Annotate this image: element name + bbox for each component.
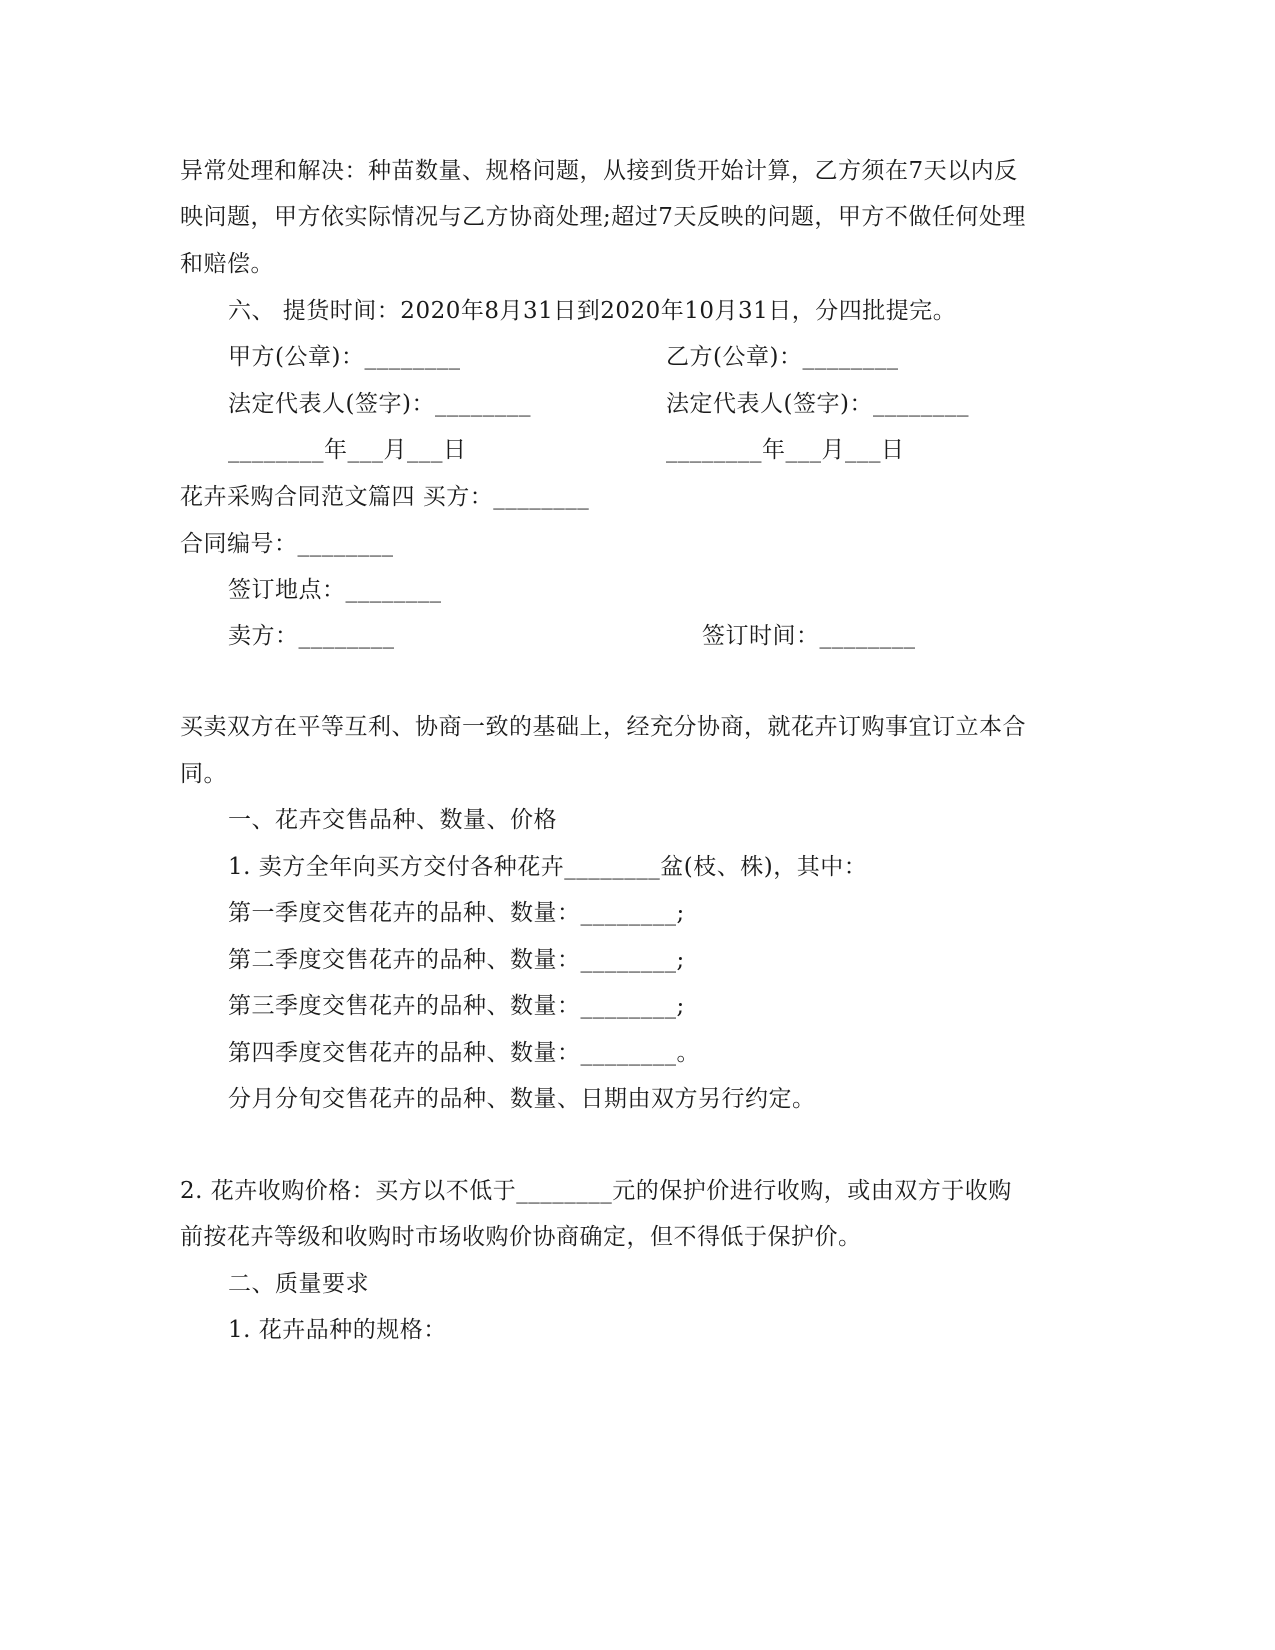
party-a-date-field: ________年___月___日	[228, 437, 467, 463]
intro-text-line-2: 同。	[180, 761, 227, 787]
exception-text-line-1: 异常处理和解决：种苗数量、规格问题，从接到货开始计算，乙方须在7天以内反	[180, 158, 1018, 184]
seller-field: 卖方：________	[228, 623, 395, 649]
item-1-text: 1. 卖方全年向买方交付各种花卉________盆(枝、株)，其中：	[228, 854, 868, 880]
quarter-4-field: 第四季度交售花卉的品种、数量：________。	[228, 1040, 700, 1066]
party-a-rep-field: 法定代表人(签字)：________	[228, 391, 531, 417]
quarter-2-field: 第二季度交售花卉的品种、数量：________;	[228, 947, 685, 973]
spec-item-text: 1. 花卉品种的规格：	[228, 1317, 447, 1343]
party-a-seal-field: 甲方(公章)：________	[228, 344, 461, 370]
quarter-1-field: 第一季度交售花卉的品种、数量：________;	[228, 900, 685, 926]
monthly-delivery-text: 分月分旬交售花卉的品种、数量、日期由双方另行约定。	[228, 1086, 816, 1112]
sign-time-field: 签订时间：________	[702, 623, 916, 649]
party-b-rep-field: 法定代表人(签字)：________	[666, 391, 969, 417]
contract4-title-buyer: 花卉采购合同范文篇四 买方：________	[180, 484, 590, 510]
sign-place-field: 签订地点：________	[228, 577, 442, 603]
item-2-text-line-2: 前按花卉等级和收购时市场收购价协商确定，但不得低于保护价。	[180, 1224, 862, 1250]
delivery-time-clause: 六、 提货时间：2020年8月31日到2020年10月31日，分四批提完。	[228, 298, 957, 324]
exception-text-line-2: 映问题，甲方依实际情况与乙方协商处理;超过7天反映的问题，甲方不做任何处理	[180, 204, 1026, 230]
section-1-heading: 一、花卉交售品种、数量、价格	[228, 807, 557, 833]
quarter-3-field: 第三季度交售花卉的品种、数量：________;	[228, 993, 685, 1019]
contract-number-field: 合同编号：________	[180, 531, 394, 557]
intro-text-line-1: 买卖双方在平等互利、协商一致的基础上，经充分协商，就花卉订购事宜订立本合	[180, 714, 1026, 740]
exception-text-line-3: 和赔偿。	[180, 251, 274, 277]
party-b-seal-field: 乙方(公章)：________	[666, 344, 899, 370]
party-b-date-field: ________年___月___日	[666, 437, 905, 463]
item-2-text-line-1: 2. 花卉收购价格：买方以不低于________元的保护价进行收购，或由双方于收购	[180, 1178, 1012, 1204]
section-2-heading: 二、质量要求	[228, 1271, 369, 1297]
